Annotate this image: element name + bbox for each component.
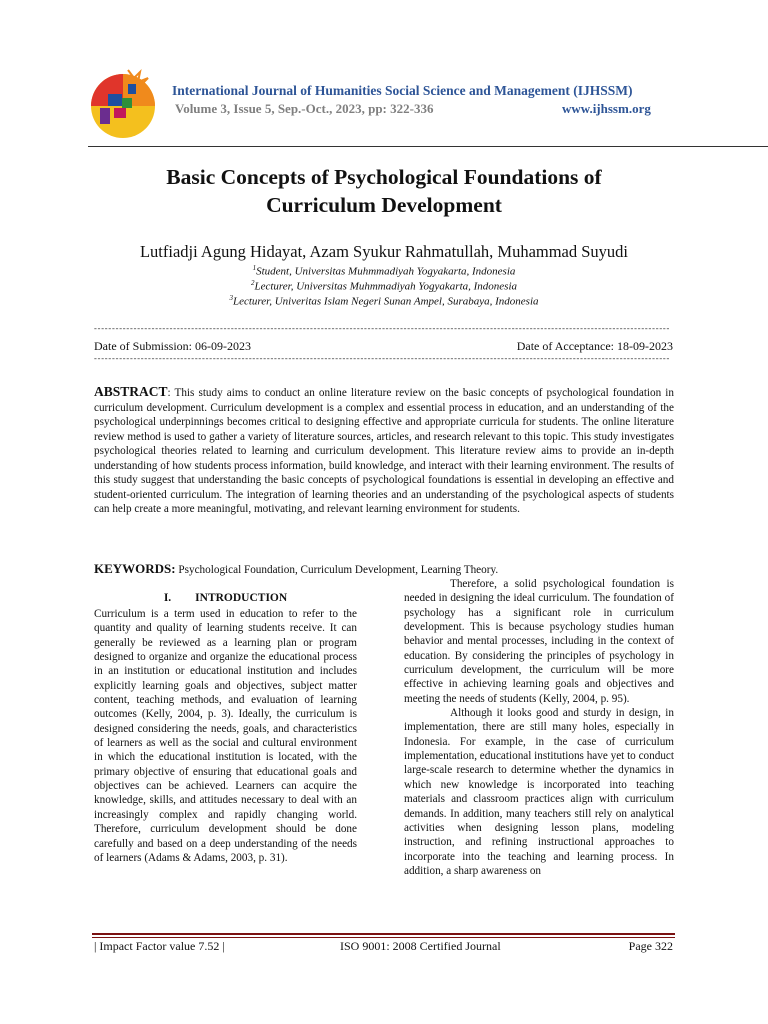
page-number: Page 322 — [628, 939, 673, 953]
affiliation-2 — [84, 279, 684, 293]
separator-bottom: ---------------------------------------------------------------------------------------------------------------------------------------------------------------- — [93, 355, 670, 364]
keywords-label: KEYWORDS: — [94, 561, 176, 576]
affiliation-3-number: 3 — [229, 294, 233, 302]
left-column — [94, 607, 357, 865]
section-heading-introduction — [94, 592, 357, 604]
paper-title-line-1: Basic Concepts of Psychological Foundations of — [166, 165, 602, 189]
affiliation-2-number: 2 — [250, 279, 255, 287]
intro-paragraph-1: Curriculum is a term used in education to refer to the quantity and quality of learning students receive. It can generally be reviewed as a learning plan or program designed to organize and organize the educational process in an institution or educational institution and includes explicitly learning goals and objectives, subject matter content, teaching methods, and evaluation of learning outcomes (Kelly, 2004, p. 3). Ideally, the curriculum is designed considering the needs, goals, and characteristics of learners as well as the social and cultural environment in which the educational institution is located, with the primary objective of ensuring that educational goals and objectives can be achieved. Learners can acquire the knowledge, skills, and attitudes necessary to deal with an increasingly complex and rapidly changing world. Therefore, curriculum development should be done carefully and based on a deep understanding of the needs of learners (Adams & Adams, 2003, p. 31). — [94, 608, 357, 864]
affiliation-3-text: Lecturer, Univeritas Islam Negeri Sunan Ampel, Surabaya, Indonesia — [232, 295, 539, 308]
keywords — [94, 561, 498, 577]
footer-divider — [92, 933, 675, 935]
affiliation-3 — [84, 294, 684, 308]
footer-divider-thin — [92, 937, 675, 938]
right-column — [404, 577, 674, 878]
impact-factor: | Impact Factor value 7.52 | — [94, 939, 225, 953]
abstract — [94, 385, 674, 517]
affiliation-1-text: Student, Universitas Muhmmadiyah Yogyakarta, Indonesia — [256, 265, 516, 278]
date-of-submission: Date of Submission: 06-09-2023 — [94, 339, 251, 353]
intro-paragraph-2: Therefore, a solid psychological foundation is needed in designing the ideal curriculum. The foundation of psychology has a significant role in curriculum development. This is because psychology studies human behavior and mental processes, including in the context of education. By considering the principles of psychology in curriculum development, the curriculum will be more effective in achieving learning goals and objectives and meeting the needs of students (Kelly, 2004, p. 95). — [404, 578, 674, 705]
journal-website-link[interactable]: www.ijhssm.org — [562, 101, 651, 116]
paper-title-line-2: Curriculum Development — [266, 193, 502, 217]
iso-certification: ISO 9001: 2008 Certified Journal — [340, 939, 501, 953]
author-list: Lutfiadji Agung Hidayat, Azam Syukur Rahmatullah, Muhammad Suyudi — [139, 242, 629, 261]
volume-info: Volume 3, Issue 5, Sep.-Oct., 2023, pp: 322-336 — [175, 101, 434, 116]
date-of-acceptance: Date of Acceptance: 18-09-2023 — [516, 339, 673, 353]
affiliation-2-text: Lecturer, Universitas Muhmmadiyah Yogyakarta, Indonesia — [254, 280, 518, 293]
header-divider — [88, 146, 768, 147]
separator-top: ---------------------------------------------------------------------------------------------------------------------------------------------------------------- — [93, 325, 670, 334]
journal-logo — [88, 68, 158, 140]
keywords-text: Psychological Foundation, Curriculum Development, Learning Theory. — [175, 564, 499, 576]
intro-paragraph-3: Although it looks good and sturdy in design, in implementation, there are still many holes, especially in Indonesia. For example, in the case of curriculum implementation, educational institutions have yet to conduct large-scale research to determine whether the dynamics in which new knowledge is incorporated into teaching materials and classroom practices align with curriculum demands. In addition, many teachers still rely on analytical activities when designing lesson plans, modeling instruction, and refining instructional approaches to incorporate into the teaching and learning process. In addition, a sharp awareness on — [404, 707, 674, 877]
section-title: INTRODUCTION — [195, 592, 288, 604]
abstract-text: : This study aims to conduct an online literature review on the basic concepts of psychological foundation in curriculum development. Curriculum development is a complex and essential process in education, and an understanding of the psychological underpinnings becomes critical to designing effective and appropriate curricula for students. The online literature review method is used to gather a variety of literature sources, articles, and research relevant to this topic. This study investigates psychological theories related to learning and curriculum development. This literature review aims to provide an in-depth understanding of how students process information, build knowledge, and interact with their learning environment. The results of this study suggest that understanding the basic concepts of psychological foundations is essential in developing an effective and student-oriented curriculum. The integration of learning theories and an understanding of the psychological aspects of students can help create a more meaningful, motivating, and relevant learning environment for students. — [94, 387, 674, 515]
section-number: I. — [163, 592, 172, 604]
affiliation-1-number: 1 — [252, 264, 257, 272]
abstract-label: ABSTRACT — [94, 384, 168, 399]
paper-title — [84, 163, 684, 219]
journal-title: International Journal of Humanities Social Science and Management (IJHSSM) — [172, 83, 633, 98]
affiliation-1 — [84, 264, 684, 278]
